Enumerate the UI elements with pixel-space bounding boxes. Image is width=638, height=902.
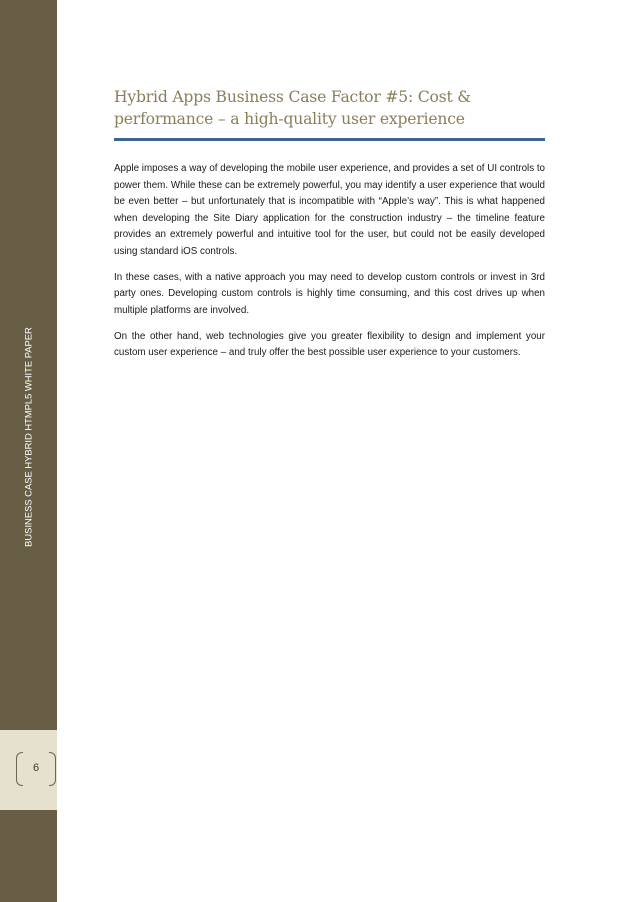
body-text	[114, 161, 545, 362]
page-number: 6	[32, 762, 40, 774]
paragraph-3: On the other hand, web technologies give you greater flexibility to design and implement your custom user experience – and truly offer the best possible user experience to your customers.	[114, 330, 545, 358]
main-content	[114, 86, 545, 371]
section-title: Hybrid Apps Business Case Factor #5: Cost & performance – a high-quality user experience	[114, 88, 471, 128]
paragraph-2: In these cases, with a native approach you may need to develop custom controls or invest in 3rd party ones. Developing custom controls is highly time consuming, and this cost drives up when multiple platforms are involved.	[114, 271, 545, 316]
paragraph-1: Apple imposes a way of developing the mobile user experience, and provides a set of UI controls to power them. While these can be extremely powerful, you may identify a user experience that would be even better – but unfortunately that is incompatible with “Apple’s way”. This is what happened when developing the Site Diary application for the construction industry – the timeline feature provides an extremely powerful and intuitive tool for the user, but could not be easily developed using standard iOS controls.	[114, 163, 545, 257]
running-title: BUSINESS CASE HYBRID HTMPL5 WHITE PAPER	[22, 327, 34, 547]
page-sidebar	[0, 0, 57, 902]
page-number-frame	[16, 752, 56, 784]
title-underline	[114, 138, 545, 141]
